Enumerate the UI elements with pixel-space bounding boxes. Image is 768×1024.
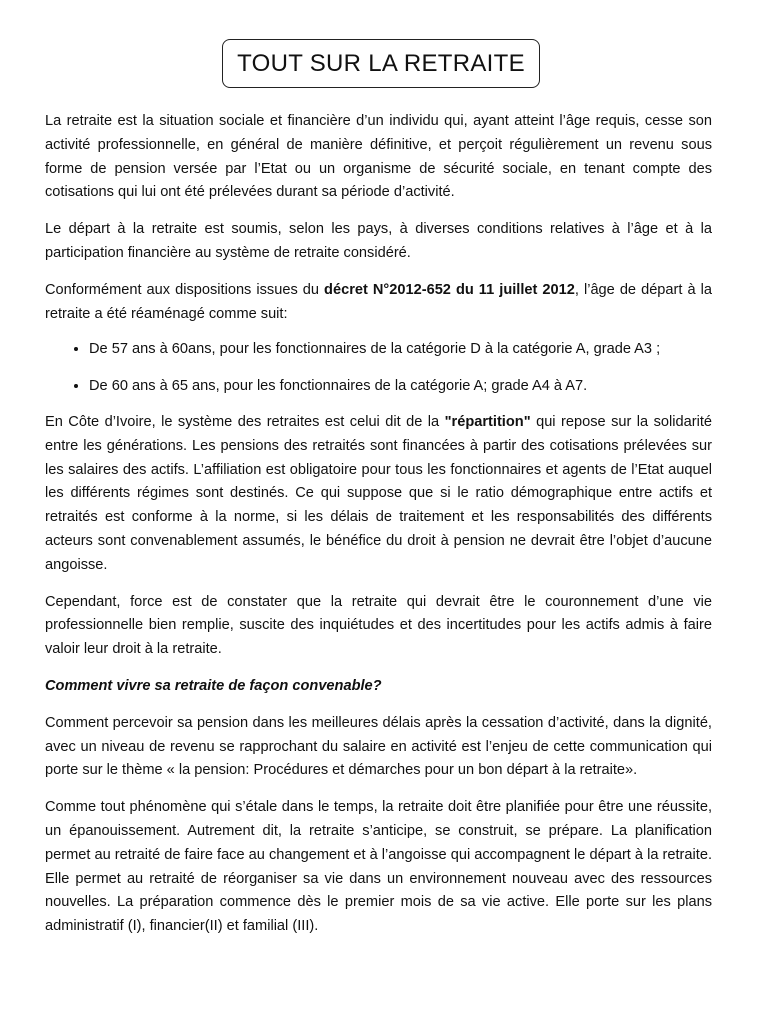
- paragraph-concerns: Cependant, force est de constater que la retraite qui devrait être le couronnement d’une vie professionnelle bien remplie, suscite des inquiétudes et des incertitudes pour les actifs admis à faire valoir leur droit à la retraite.: [45, 593, 712, 658]
- paragraph-decree: [45, 279, 712, 327]
- list-item: • De 57 ans à 60ans, pour les fonctionnaires de la catégorie D à la catégorie A, grade A3 ;: [89, 337, 712, 362]
- document-body: [45, 110, 712, 952]
- paragraph-conditions: [45, 218, 712, 266]
- paragraph-ivory-coast-system: [45, 411, 712, 578]
- paragraph-definition: La retraite est la situation sociale et financière d’un individu qui, ayant atteint l’âge requis, cesse son activité professionnelle, en général de manière définitive, et perçoit régulièrement un revenu sous forme de pension versée par l’Etat ou un organisme de sécurité sociale, en tenant compte des cotisations qui lui ont été prélevées durant sa période d’activité.: [45, 113, 712, 201]
- document-title: TOUT SUR LA RETRAITE: [222, 39, 540, 88]
- system-text-before: En Côte d’Ivoire, le système des retraites est celui dit de la: [45, 413, 445, 430]
- list-item: • De 60 ans à 65 ans, pour les fonctionnaires de la catégorie A; grade A4 à A7.: [89, 374, 712, 399]
- decree-reference: décret N°2012-652 du 11 juillet 2012: [324, 281, 575, 298]
- section-heading-text: Comment vivre sa retraite de façon convenable?: [45, 677, 382, 694]
- paragraph-pension-issue: Comment percevoir sa pension dans les meilleures délais après la cessation d’activité, dans la dignité, avec un niveau de revenu se rapprochant du salaire en activité est l’enjeu de cette communication qui porte sur le thème « la pension: Procédures et démarches pour un bon départ à la retraite».: [45, 714, 712, 779]
- system-text-after: qui repose sur la solidarité entre les générations. Les pensions des retraités sont financées à partir des cotisations prélevées sur les salaires des actifs. L’affiliation est obligatoire pour tous les fonctionnaires et agents de l’Etat auquel les différents régimes sont destinés. Ce qui suppose que si le ratio démographique entre actifs et retraités est conforme à la norme, si les délais de traitement et les responsabilités des différents acteurs sont convenablement assumés, le bénéfice du droit à pension ne devrait être l’objet d’aucune angoisse.: [45, 413, 713, 573]
- decree-text-after: , l’âge de départ à la retraite a été réaménagé comme suit:: [45, 281, 712, 322]
- repartition-term: "répartition": [444, 413, 531, 430]
- section-heading: [45, 675, 712, 699]
- decree-text-before: Conformément aux dispositions issues du: [45, 281, 325, 298]
- paragraph-planning: Comme tout phénomène qui s’étale dans le temps, la retraite doit être planifiée pour être une réussite, un épanouissement. Autrement dit, la retraite s’anticipe, se construit, se prépare. La planification permet au retraité de faire face au changement et à l’angoisse qui accompagnent le départ à la retraite. Elle permet au retraité de réorganiser sa vie dans un environnement nouveau avec des ressources nouvelles. La préparation commence dès le premier mois de sa vie active. Elle porte sur les plans administratif (I), financier(II) et familial (III).: [45, 799, 712, 935]
- age-bullet-list: [45, 337, 712, 399]
- paragraph-conditions-text: Le départ à la retraite est soumis, selon les pays, à diverses conditions relatives à l’âge et à la participation financière au système de retraite considéré.: [45, 221, 712, 261]
